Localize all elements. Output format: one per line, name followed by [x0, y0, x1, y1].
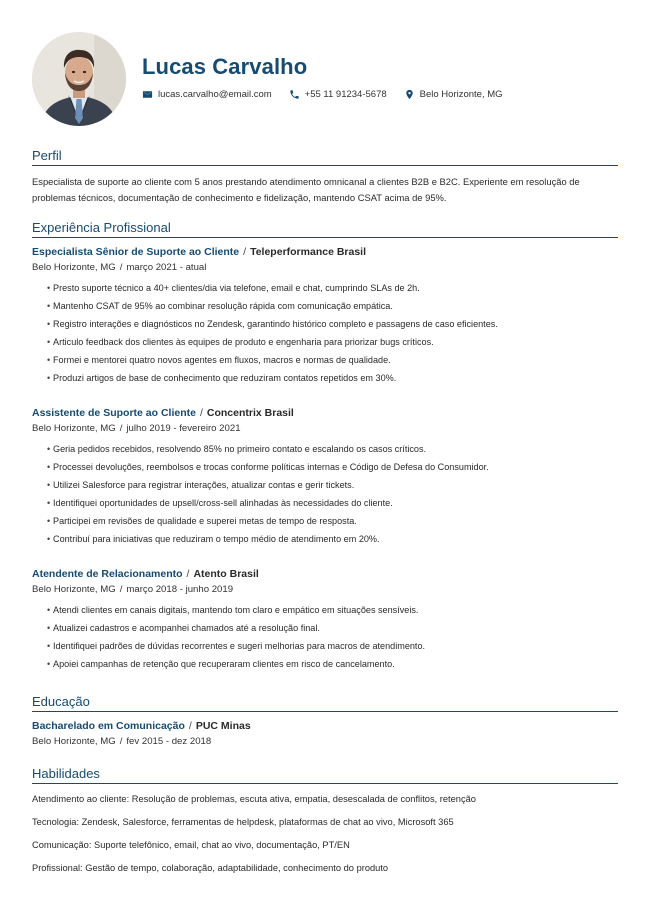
section-title-skills: Habilidades: [32, 766, 618, 784]
skill-line: Comunicação: Suporte telefônico, email, chat ao vivo, documentação, PT/EN: [32, 840, 350, 850]
job-bullet: • Registro interações e diagnósticos no Zendesk, garantindo histórico completo e passagens de caso eficientes.: [32, 315, 618, 333]
email-text: lucas.carvalho@email.com: [158, 89, 272, 100]
job-role: Assistente de Suporte ao Cliente: [32, 407, 196, 419]
profile-photo: [32, 32, 126, 126]
education-location: Belo Horizonte, MG: [32, 736, 116, 747]
experience-section: [32, 220, 618, 673]
skill-line: Atendimento ao cliente: Resolução de problemas, escuta ativa, empatia, desescalada de conflitos, retenção: [32, 794, 476, 804]
job-company: Concentrix Brasil: [206, 407, 294, 419]
job-title-line: Especialista Sênior de Suporte ao Cliente / Teleperformance Brasil: [32, 246, 367, 258]
profile-section: [32, 148, 618, 206]
section-title-experience: Experiência Profissional: [32, 220, 618, 238]
email-icon: [142, 89, 153, 100]
job-bullet: • Apoiei campanhas de retenção que recuperaram clientes em risco de cancelamento.: [32, 655, 618, 673]
location-pin-icon: [404, 89, 415, 100]
contact-email[interactable]: [142, 89, 272, 100]
job-location: Belo Horizonte, MG: [32, 262, 116, 273]
skills-section: [32, 766, 618, 875]
resume-header: [32, 32, 618, 126]
phone-icon: [289, 89, 300, 100]
section-title-education: Educação: [32, 694, 618, 712]
resume-page: [32, 32, 618, 873]
job-dates: março 2021 - atual: [126, 262, 207, 273]
job-entry: [32, 245, 618, 387]
education-degree: Bacharelado em Comunicação: [32, 720, 185, 732]
job-entry: [32, 406, 618, 548]
job-location: Belo Horizonte, MG: [32, 584, 116, 595]
job-bullets: [32, 279, 618, 387]
education-entry: [32, 719, 618, 749]
job-meta: Belo Horizonte, MG / março 2021 - atual: [32, 262, 207, 273]
section-title-profile: Perfil: [32, 148, 618, 166]
job-dates: julho 2019 - fevereiro 2021: [126, 423, 241, 434]
job-bullet: • Identifiquei oportunidades de upsell/cross-sell alinhadas às necessidades do cliente.: [32, 494, 618, 512]
job-bullet: • Presto suporte técnico a 40+ clientes/dia via telefone, email e chat, cumprindo SLAs de 2h.: [32, 279, 618, 297]
job-entry: [32, 567, 618, 673]
job-bullet: • Formei e mentorei quatro novos agentes em fluxos, macros e normas de qualidade.: [32, 351, 618, 369]
skill-line: Profissional: Gestão de tempo, colaboração, adaptabilidade, conhecimento do produto: [32, 863, 389, 873]
job-bullet: • Utilizei Salesforce para registrar interações, atualizar contas e gerir tickets.: [32, 476, 618, 494]
profile-summary: Especialista de suporte ao cliente com 5 anos prestando atendimento omnicanal a clientes B2B e B2C. Experiente em resolução de problemas técnicos, documentação de conhecimento e fidelização, mantendo CSAT acima de 95%.: [32, 176, 580, 203]
education-title-line: Bacharelado em Comunicação / PUC Minas: [32, 720, 251, 732]
contact-phone[interactable]: [289, 89, 387, 100]
job-bullet: • Identifiquei padrões de dúvidas recorrentes e sugeri melhorias para macros de atendimento.: [32, 637, 618, 655]
job-bullet: • Processei devoluções, reembolsos e trocas conforme políticas internas e Código de Defesa do Consumidor.: [32, 458, 618, 476]
job-company: Atento Brasil: [193, 568, 259, 580]
candidate-name: Lucas Carvalho: [142, 54, 308, 79]
job-location: Belo Horizonte, MG: [32, 423, 116, 434]
education-meta: Belo Horizonte, MG / fev 2015 - dez 2018: [32, 736, 212, 747]
job-bullet: • Geria pedidos recebidos, resolvendo 85% no primeiro contato e escalando os casos críticos.: [32, 440, 618, 458]
job-title-line: Atendente de Relacionamento / Atento Brasil: [32, 568, 259, 580]
contact-bar: [142, 89, 520, 100]
job-company: Teleperformance Brasil: [250, 246, 367, 258]
job-meta: Belo Horizonte, MG / julho 2019 - fevereiro 2021: [32, 423, 241, 434]
contact-location: [404, 89, 503, 100]
job-role: Especialista Sênior de Suporte ao Cliente: [32, 246, 240, 258]
education-dates: fev 2015 - dez 2018: [126, 736, 212, 747]
skills-list: [32, 792, 618, 875]
education-school: PUC Minas: [195, 720, 251, 732]
job-bullet: • Articulo feedback dos clientes às equipes de produto e engenharia para priorizar bugs críticos.: [32, 333, 618, 351]
job-bullet: • Atendi clientes em canais digitais, mantendo tom claro e empático em situações sensíveis.: [32, 601, 618, 619]
education-section: [32, 694, 618, 749]
location-text: Belo Horizonte, MG: [419, 89, 503, 100]
job-bullet: • Atualizei cadastros e acompanhei chamados até a resolução final.: [32, 619, 618, 637]
skill-line: Tecnologia: Zendesk, Salesforce, ferramentas de helpdesk, plataformas de chat ao vivo, Microsoft 365: [32, 817, 454, 827]
job-bullet: • Produzi artigos de base de conhecimento que reduziram contatos repetidos em 30%.: [32, 369, 618, 387]
job-bullet: • Participei em revisões de qualidade e superei metas de tempo de resposta.: [32, 512, 618, 530]
job-dates: março 2018 - junho 2019: [126, 584, 234, 595]
job-meta: Belo Horizonte, MG / março 2018 - junho 2019: [32, 584, 234, 595]
job-bullets: [32, 440, 618, 548]
phone-text: +55 11 91234-5678: [304, 89, 387, 100]
job-bullet: • Contribuí para iniciativas que reduziram o tempo médio de atendimento em 20%.: [32, 530, 618, 548]
job-title-line: Assistente de Suporte ao Cliente / Concentrix Brasil: [32, 407, 294, 419]
job-bullet: • Mantenho CSAT de 95% ao combinar resolução rápida com comunicação empática.: [32, 297, 618, 315]
job-bullets: [32, 601, 618, 673]
job-role: Atendente de Relacionamento: [32, 568, 183, 580]
